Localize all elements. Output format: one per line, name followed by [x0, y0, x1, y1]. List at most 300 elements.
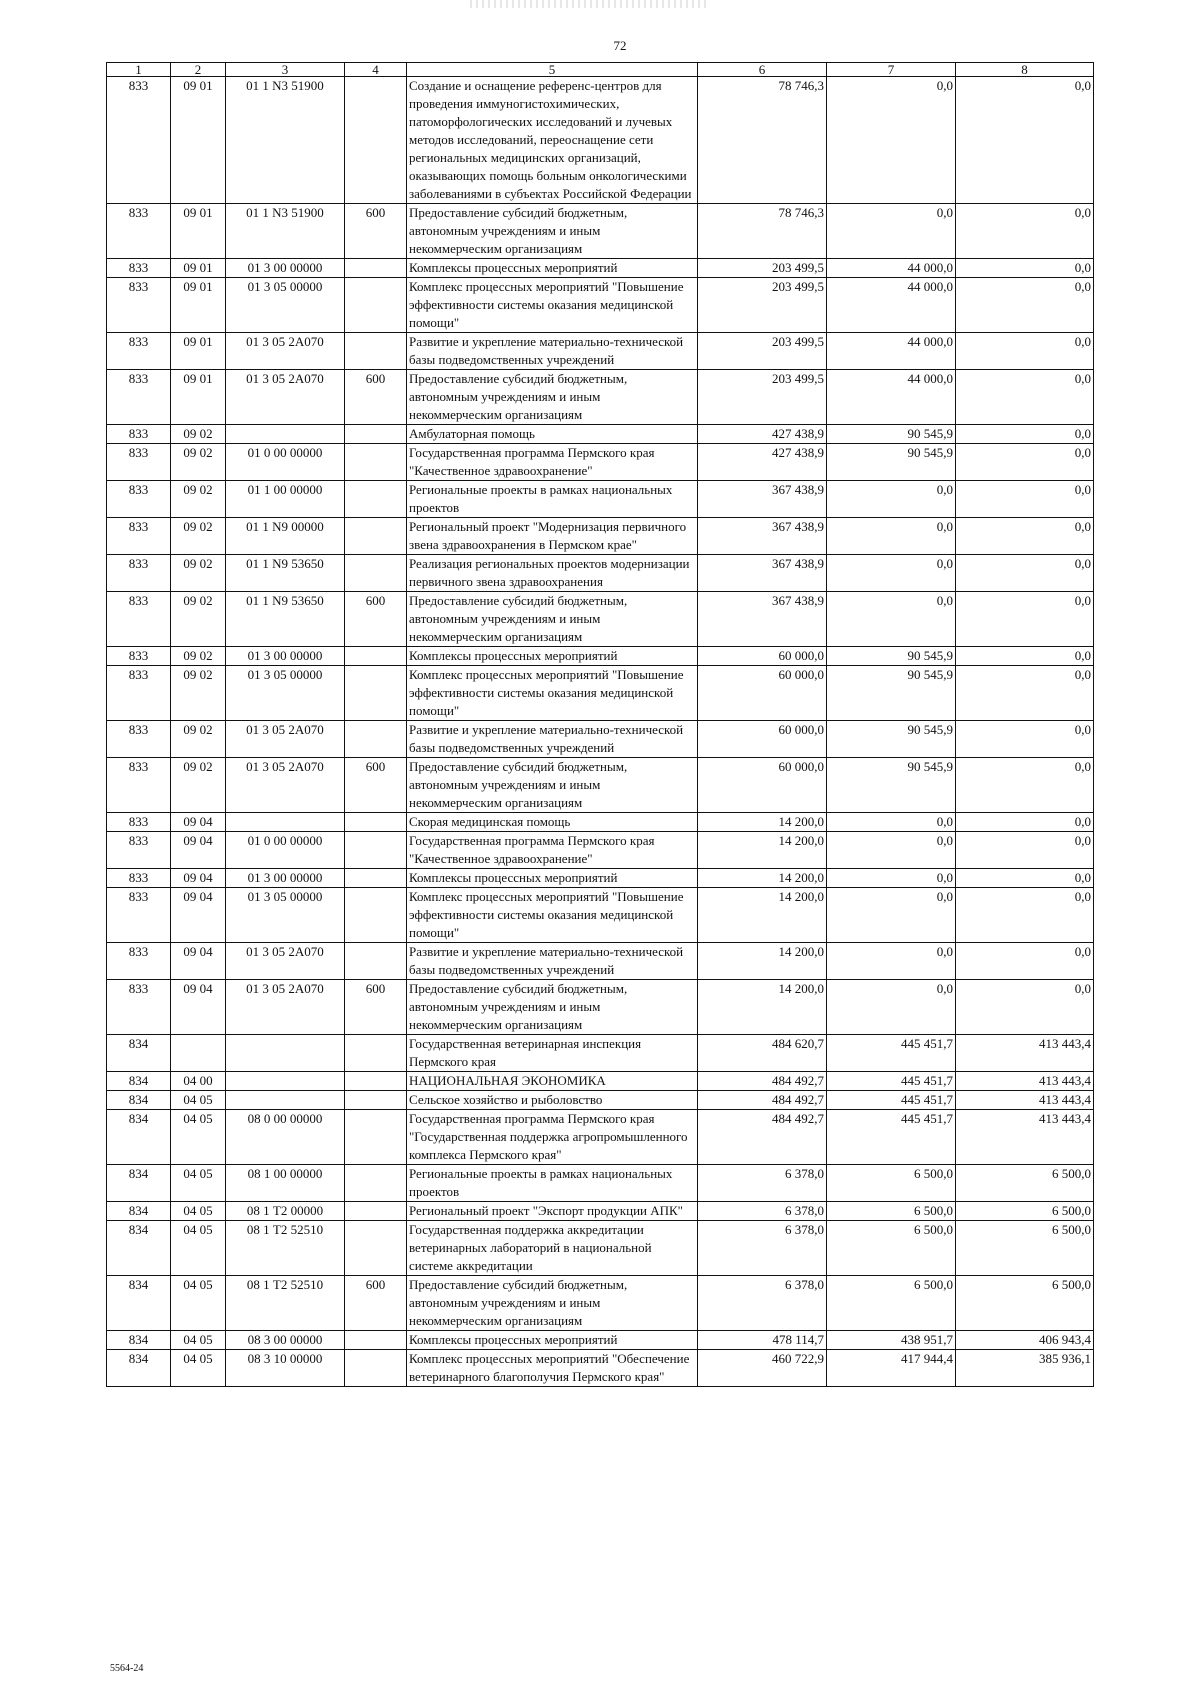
expense-type-cell	[345, 666, 407, 721]
target-code-cell: 01 3 05 00000	[226, 278, 345, 333]
item-name-cell: Региональные проекты в рамках национальных проектов	[407, 481, 698, 518]
amount-col-8-cell: 0,0	[956, 204, 1094, 259]
admin-code-cell: 833	[107, 518, 171, 555]
table-row	[107, 370, 1094, 425]
target-code-cell: 01 3 05 2А070	[226, 758, 345, 813]
table-row	[107, 518, 1094, 555]
admin-code-cell: 833	[107, 758, 171, 813]
section-code-cell: 09 02	[171, 518, 226, 555]
column-header-8: 8	[956, 63, 1094, 77]
amount-col-6-cell: 60 000,0	[698, 721, 827, 758]
admin-code-cell: 833	[107, 278, 171, 333]
section-code-cell: 04 05	[171, 1350, 226, 1387]
section-code-cell: 09 04	[171, 980, 226, 1035]
expense-type-cell	[345, 721, 407, 758]
amount-col-7-cell: 0,0	[827, 832, 956, 869]
amount-col-8-cell: 0,0	[956, 832, 1094, 869]
amount-col-7-cell: 44 000,0	[827, 370, 956, 425]
amount-col-6-cell: 484 620,7	[698, 1035, 827, 1072]
amount-col-7-cell: 90 545,9	[827, 444, 956, 481]
table-row	[107, 444, 1094, 481]
section-code-cell: 09 01	[171, 204, 226, 259]
expense-type-cell	[345, 425, 407, 444]
amount-col-6-cell: 60 000,0	[698, 666, 827, 721]
item-name-cell: НАЦИОНАЛЬНАЯ ЭКОНОМИКА	[407, 1072, 698, 1091]
section-code-cell: 04 00	[171, 1072, 226, 1091]
table-row	[107, 1350, 1094, 1387]
admin-code-cell: 833	[107, 832, 171, 869]
amount-col-7-cell: 445 451,7	[827, 1072, 956, 1091]
target-code-cell: 01 3 05 2А070	[226, 370, 345, 425]
item-name-cell: Государственная программа Пермского края "Государственная поддержка агропромышленного комплекса Пермского края"	[407, 1110, 698, 1165]
amount-col-7-cell: 445 451,7	[827, 1035, 956, 1072]
amount-col-7-cell: 445 451,7	[827, 1091, 956, 1110]
target-code-cell	[226, 813, 345, 832]
amount-col-8-cell: 0,0	[956, 278, 1094, 333]
amount-col-6-cell: 60 000,0	[698, 647, 827, 666]
admin-code-cell: 834	[107, 1072, 171, 1091]
table-row	[107, 888, 1094, 943]
item-name-cell: Комплекс процессных мероприятий "Повышение эффективности системы оказания медицинской помощи"	[407, 888, 698, 943]
amount-col-6-cell: 6 378,0	[698, 1202, 827, 1221]
expense-type-cell	[345, 518, 407, 555]
target-code-cell: 01 1 N9 53650	[226, 555, 345, 592]
target-code-cell: 01 3 05 2А070	[226, 721, 345, 758]
table-row	[107, 1221, 1094, 1276]
admin-code-cell: 834	[107, 1202, 171, 1221]
admin-code-cell: 833	[107, 869, 171, 888]
table-row	[107, 204, 1094, 259]
target-code-cell	[226, 1091, 345, 1110]
table-row	[107, 481, 1094, 518]
amount-col-8-cell: 0,0	[956, 259, 1094, 278]
target-code-cell: 01 3 00 00000	[226, 869, 345, 888]
expense-type-cell	[345, 333, 407, 370]
item-name-cell: Скорая медицинская помощь	[407, 813, 698, 832]
amount-col-7-cell: 0,0	[827, 813, 956, 832]
amount-col-8-cell: 0,0	[956, 555, 1094, 592]
item-name-cell: Развитие и укрепление материально-технической базы подведомственных учреждений	[407, 943, 698, 980]
amount-col-8-cell: 0,0	[956, 721, 1094, 758]
section-code-cell: 09 02	[171, 666, 226, 721]
table-row	[107, 1202, 1094, 1221]
table-row	[107, 77, 1094, 204]
amount-col-8-cell: 6 500,0	[956, 1276, 1094, 1331]
admin-code-cell: 833	[107, 980, 171, 1035]
amount-col-8-cell: 413 443,4	[956, 1072, 1094, 1091]
amount-col-6-cell: 484 492,7	[698, 1110, 827, 1165]
target-code-cell: 01 3 05 00000	[226, 666, 345, 721]
amount-col-6-cell: 6 378,0	[698, 1276, 827, 1331]
budget-table	[106, 62, 1094, 1387]
amount-col-8-cell: 406 943,4	[956, 1331, 1094, 1350]
table-row	[107, 832, 1094, 869]
amount-col-6-cell: 6 378,0	[698, 1221, 827, 1276]
expense-type-cell	[345, 1165, 407, 1202]
amount-col-8-cell: 385 936,1	[956, 1350, 1094, 1387]
expense-type-cell: 600	[345, 758, 407, 813]
admin-code-cell: 834	[107, 1110, 171, 1165]
expense-type-cell	[345, 1202, 407, 1221]
expense-type-cell	[345, 1091, 407, 1110]
admin-code-cell: 833	[107, 813, 171, 832]
column-header-6: 6	[698, 63, 827, 77]
target-code-cell: 01 1 N3 51900	[226, 77, 345, 204]
section-code-cell: 09 04	[171, 943, 226, 980]
amount-col-6-cell: 203 499,5	[698, 259, 827, 278]
amount-col-6-cell: 484 492,7	[698, 1091, 827, 1110]
document-code: 5564-24	[110, 1663, 144, 1674]
column-header-1: 1	[107, 63, 171, 77]
item-name-cell: Комплексы процессных мероприятий	[407, 1331, 698, 1350]
amount-col-8-cell: 0,0	[956, 370, 1094, 425]
amount-col-7-cell: 0,0	[827, 592, 956, 647]
table-row	[107, 1331, 1094, 1350]
amount-col-6-cell: 367 438,9	[698, 518, 827, 555]
amount-col-6-cell: 6 378,0	[698, 1165, 827, 1202]
amount-col-6-cell: 427 438,9	[698, 425, 827, 444]
item-name-cell: Предоставление субсидий бюджетным, автономным учреждениям и иным некоммерческим организациям	[407, 758, 698, 813]
amount-col-7-cell: 90 545,9	[827, 758, 956, 813]
section-code-cell: 09 02	[171, 721, 226, 758]
admin-code-cell: 834	[107, 1350, 171, 1387]
table-row	[107, 278, 1094, 333]
amount-col-8-cell: 6 500,0	[956, 1165, 1094, 1202]
amount-col-6-cell: 78 746,3	[698, 204, 827, 259]
item-name-cell: Предоставление субсидий бюджетным, автономным учреждениям и иным некоммерческим организациям	[407, 204, 698, 259]
table-row	[107, 425, 1094, 444]
admin-code-cell: 833	[107, 943, 171, 980]
amount-col-6-cell: 478 114,7	[698, 1331, 827, 1350]
item-name-cell: Региональный проект "Экспорт продукции АПК"	[407, 1202, 698, 1221]
expense-type-cell	[345, 259, 407, 278]
amount-col-6-cell: 203 499,5	[698, 333, 827, 370]
admin-code-cell: 834	[107, 1035, 171, 1072]
amount-col-8-cell: 0,0	[956, 758, 1094, 813]
amount-col-6-cell: 367 438,9	[698, 592, 827, 647]
amount-col-8-cell: 0,0	[956, 77, 1094, 204]
expense-type-cell	[345, 1221, 407, 1276]
amount-col-8-cell: 0,0	[956, 518, 1094, 555]
section-code-cell: 09 01	[171, 77, 226, 204]
expense-type-cell: 600	[345, 980, 407, 1035]
amount-col-7-cell: 44 000,0	[827, 259, 956, 278]
admin-code-cell: 833	[107, 555, 171, 592]
section-code-cell: 04 05	[171, 1276, 226, 1331]
table-row	[107, 721, 1094, 758]
amount-col-6-cell: 367 438,9	[698, 481, 827, 518]
target-code-cell	[226, 1035, 345, 1072]
amount-col-7-cell: 6 500,0	[827, 1202, 956, 1221]
amount-col-8-cell: 6 500,0	[956, 1202, 1094, 1221]
amount-col-7-cell: 6 500,0	[827, 1276, 956, 1331]
expense-type-cell: 600	[345, 1276, 407, 1331]
target-code-cell: 08 1 Т2 00000	[226, 1202, 345, 1221]
table-row	[107, 1091, 1094, 1110]
item-name-cell: Предоставление субсидий бюджетным, автономным учреждениям и иным некоммерческим организациям	[407, 370, 698, 425]
amount-col-6-cell: 14 200,0	[698, 832, 827, 869]
target-code-cell	[226, 1072, 345, 1091]
column-header-5: 5	[407, 63, 698, 77]
expense-type-cell	[345, 481, 407, 518]
expense-type-cell	[345, 278, 407, 333]
amount-col-8-cell: 0,0	[956, 888, 1094, 943]
amount-col-7-cell: 0,0	[827, 204, 956, 259]
amount-col-6-cell: 203 499,5	[698, 278, 827, 333]
admin-code-cell: 834	[107, 1331, 171, 1350]
amount-col-6-cell: 14 200,0	[698, 813, 827, 832]
amount-col-8-cell: 413 443,4	[956, 1091, 1094, 1110]
admin-code-cell: 833	[107, 77, 171, 204]
target-code-cell: 01 1 N3 51900	[226, 204, 345, 259]
amount-col-6-cell: 427 438,9	[698, 444, 827, 481]
section-code-cell: 09 02	[171, 647, 226, 666]
expense-type-cell	[345, 1110, 407, 1165]
table-row	[107, 943, 1094, 980]
expense-type-cell	[345, 1072, 407, 1091]
expense-type-cell: 600	[345, 204, 407, 259]
table-row	[107, 1165, 1094, 1202]
item-name-cell: Предоставление субсидий бюджетным, автономным учреждениям и иным некоммерческим организациям	[407, 592, 698, 647]
section-code-cell: 09 01	[171, 278, 226, 333]
amount-col-6-cell: 60 000,0	[698, 758, 827, 813]
target-code-cell: 01 3 05 2А070	[226, 333, 345, 370]
amount-col-7-cell: 44 000,0	[827, 333, 956, 370]
amount-col-8-cell: 6 500,0	[956, 1221, 1094, 1276]
admin-code-cell: 834	[107, 1276, 171, 1331]
target-code-cell: 01 1 N9 00000	[226, 518, 345, 555]
target-code-cell: 01 3 05 2А070	[226, 980, 345, 1035]
scan-artifact	[470, 0, 710, 8]
expense-type-cell	[345, 813, 407, 832]
amount-col-8-cell: 0,0	[956, 647, 1094, 666]
target-code-cell: 08 0 00 00000	[226, 1110, 345, 1165]
section-code-cell: 04 05	[171, 1091, 226, 1110]
item-name-cell: Развитие и укрепление материально-технической базы подведомственных учреждений	[407, 333, 698, 370]
item-name-cell: Реализация региональных проектов модернизации первичного звена здравоохранения	[407, 555, 698, 592]
target-code-cell: 08 1 Т2 52510	[226, 1221, 345, 1276]
expense-type-cell	[345, 869, 407, 888]
item-name-cell: Комплексы процессных мероприятий	[407, 647, 698, 666]
amount-col-8-cell: 0,0	[956, 980, 1094, 1035]
table-row	[107, 647, 1094, 666]
amount-col-8-cell: 413 443,4	[956, 1035, 1094, 1072]
expense-type-cell: 600	[345, 370, 407, 425]
admin-code-cell: 833	[107, 333, 171, 370]
section-code-cell: 09 04	[171, 832, 226, 869]
item-name-cell: Сельское хозяйство и рыболовство	[407, 1091, 698, 1110]
amount-col-8-cell: 0,0	[956, 943, 1094, 980]
amount-col-6-cell: 203 499,5	[698, 370, 827, 425]
amount-col-8-cell: 0,0	[956, 481, 1094, 518]
expense-type-cell	[345, 77, 407, 204]
section-code-cell: 04 05	[171, 1110, 226, 1165]
item-name-cell: Региональные проекты в рамках национальных проектов	[407, 1165, 698, 1202]
section-code-cell: 09 04	[171, 869, 226, 888]
admin-code-cell: 833	[107, 370, 171, 425]
amount-col-7-cell: 90 545,9	[827, 647, 956, 666]
section-code-cell: 04 05	[171, 1221, 226, 1276]
amount-col-8-cell: 0,0	[956, 666, 1094, 721]
target-code-cell: 01 3 05 2А070	[226, 943, 345, 980]
column-header-4: 4	[345, 63, 407, 77]
amount-col-7-cell: 0,0	[827, 980, 956, 1035]
amount-col-7-cell: 417 944,4	[827, 1350, 956, 1387]
amount-col-8-cell: 0,0	[956, 425, 1094, 444]
admin-code-cell: 834	[107, 1091, 171, 1110]
item-name-cell: Государственная программа Пермского края "Качественное здравоохранение"	[407, 832, 698, 869]
admin-code-cell: 834	[107, 1165, 171, 1202]
table-row	[107, 592, 1094, 647]
amount-col-7-cell: 445 451,7	[827, 1110, 956, 1165]
admin-code-cell: 833	[107, 444, 171, 481]
item-name-cell: Предоставление субсидий бюджетным, автономным учреждениям и иным некоммерческим организациям	[407, 980, 698, 1035]
amount-col-8-cell: 0,0	[956, 333, 1094, 370]
section-code-cell: 04 05	[171, 1165, 226, 1202]
table-row	[107, 1110, 1094, 1165]
section-code-cell: 09 02	[171, 758, 226, 813]
expense-type-cell	[345, 888, 407, 943]
admin-code-cell: 834	[107, 1221, 171, 1276]
expense-type-cell	[345, 1350, 407, 1387]
target-code-cell: 01 3 00 00000	[226, 647, 345, 666]
section-code-cell: 09 02	[171, 425, 226, 444]
table-row	[107, 333, 1094, 370]
amount-col-7-cell: 0,0	[827, 888, 956, 943]
amount-col-7-cell: 44 000,0	[827, 278, 956, 333]
target-code-cell: 08 1 00 00000	[226, 1165, 345, 1202]
amount-col-8-cell: 0,0	[956, 869, 1094, 888]
item-name-cell: Государственная поддержка аккредитации ветеринарных лабораторий в национальной системе аккредитации	[407, 1221, 698, 1276]
amount-col-7-cell: 90 545,9	[827, 721, 956, 758]
amount-col-8-cell: 0,0	[956, 444, 1094, 481]
section-code-cell: 09 02	[171, 481, 226, 518]
amount-col-7-cell: 0,0	[827, 518, 956, 555]
section-code-cell: 09 04	[171, 813, 226, 832]
section-code-cell	[171, 1035, 226, 1072]
expense-type-cell	[345, 1331, 407, 1350]
item-name-cell: Развитие и укрепление материально-технической базы подведомственных учреждений	[407, 721, 698, 758]
table-row	[107, 813, 1094, 832]
table-row	[107, 555, 1094, 592]
target-code-cell: 01 1 N9 53650	[226, 592, 345, 647]
target-code-cell	[226, 425, 345, 444]
page-number: 72	[613, 38, 627, 53]
item-name-cell: Предоставление субсидий бюджетным, автономным учреждениям и иным некоммерческим организациям	[407, 1276, 698, 1331]
admin-code-cell: 833	[107, 481, 171, 518]
table-row	[107, 1072, 1094, 1091]
section-code-cell: 04 05	[171, 1331, 226, 1350]
table-row	[107, 1276, 1094, 1331]
section-code-cell: 09 01	[171, 259, 226, 278]
admin-code-cell: 833	[107, 259, 171, 278]
item-name-cell: Амбулаторная помощь	[407, 425, 698, 444]
expense-type-cell	[345, 832, 407, 869]
item-name-cell: Комплекс процессных мероприятий "Обеспечение ветеринарного благополучия Пермского края"	[407, 1350, 698, 1387]
item-name-cell: Комплексы процессных мероприятий	[407, 869, 698, 888]
admin-code-cell: 833	[107, 888, 171, 943]
item-name-cell: Создание и оснащение референс-центров для проведения иммуногистохимических, патоморфологических исследований и лучевых методов исследований, переоснащение сети региональных медицинских организаций, оказывающих помощь больным онкологическими заболеваниями в субъектах Российской Федерации	[407, 77, 698, 204]
admin-code-cell: 833	[107, 721, 171, 758]
item-name-cell: Государственная ветеринарная инспекция Пермского края	[407, 1035, 698, 1072]
admin-code-cell: 833	[107, 425, 171, 444]
item-name-cell: Комплекс процессных мероприятий "Повышение эффективности системы оказания медицинской помощи"	[407, 666, 698, 721]
table-body	[107, 77, 1094, 1387]
amount-col-7-cell: 0,0	[827, 943, 956, 980]
amount-col-7-cell: 90 545,9	[827, 425, 956, 444]
admin-code-cell: 833	[107, 592, 171, 647]
amount-col-7-cell: 0,0	[827, 555, 956, 592]
column-header-3: 3	[226, 63, 345, 77]
section-code-cell: 09 04	[171, 888, 226, 943]
table-header-row	[107, 63, 1094, 77]
target-code-cell: 01 1 00 00000	[226, 481, 345, 518]
section-code-cell: 09 02	[171, 555, 226, 592]
section-code-cell: 04 05	[171, 1202, 226, 1221]
column-header-7: 7	[827, 63, 956, 77]
target-code-cell: 08 1 Т2 52510	[226, 1276, 345, 1331]
amount-col-6-cell: 14 200,0	[698, 943, 827, 980]
table-row	[107, 1035, 1094, 1072]
amount-col-6-cell: 484 492,7	[698, 1072, 827, 1091]
target-code-cell: 08 3 00 00000	[226, 1331, 345, 1350]
expense-type-cell	[345, 444, 407, 481]
amount-col-7-cell: 0,0	[827, 77, 956, 204]
amount-col-8-cell: 413 443,4	[956, 1110, 1094, 1165]
admin-code-cell: 833	[107, 647, 171, 666]
section-code-cell: 09 01	[171, 333, 226, 370]
amount-col-7-cell: 0,0	[827, 481, 956, 518]
column-header-2: 2	[171, 63, 226, 77]
section-code-cell: 09 01	[171, 370, 226, 425]
expense-type-cell	[345, 943, 407, 980]
table-row	[107, 666, 1094, 721]
admin-code-cell: 833	[107, 204, 171, 259]
amount-col-6-cell: 14 200,0	[698, 869, 827, 888]
target-code-cell: 01 0 00 00000	[226, 444, 345, 481]
amount-col-6-cell: 14 200,0	[698, 888, 827, 943]
amount-col-7-cell: 438 951,7	[827, 1331, 956, 1350]
table-row	[107, 980, 1094, 1035]
amount-col-7-cell: 0,0	[827, 869, 956, 888]
table-row	[107, 758, 1094, 813]
item-name-cell: Государственная программа Пермского края "Качественное здравоохранение"	[407, 444, 698, 481]
table-row	[107, 259, 1094, 278]
section-code-cell: 09 02	[171, 592, 226, 647]
expense-type-cell	[345, 555, 407, 592]
admin-code-cell: 833	[107, 666, 171, 721]
amount-col-7-cell: 90 545,9	[827, 666, 956, 721]
amount-col-8-cell: 0,0	[956, 592, 1094, 647]
section-code-cell: 09 02	[171, 444, 226, 481]
amount-col-6-cell: 460 722,9	[698, 1350, 827, 1387]
target-code-cell: 01 3 00 00000	[226, 259, 345, 278]
expense-type-cell: 600	[345, 592, 407, 647]
amount-col-6-cell: 78 746,3	[698, 77, 827, 204]
item-name-cell: Комплекс процессных мероприятий "Повышение эффективности системы оказания медицинской помощи"	[407, 278, 698, 333]
amount-col-7-cell: 6 500,0	[827, 1221, 956, 1276]
item-name-cell: Региональный проект "Модернизация первичного звена здравоохранения в Пермском крае"	[407, 518, 698, 555]
target-code-cell: 08 3 10 00000	[226, 1350, 345, 1387]
target-code-cell: 01 0 00 00000	[226, 832, 345, 869]
amount-col-6-cell: 367 438,9	[698, 555, 827, 592]
expense-type-cell	[345, 647, 407, 666]
amount-col-8-cell: 0,0	[956, 813, 1094, 832]
target-code-cell: 01 3 05 00000	[226, 888, 345, 943]
item-name-cell: Комплексы процессных мероприятий	[407, 259, 698, 278]
amount-col-6-cell: 14 200,0	[698, 980, 827, 1035]
amount-col-7-cell: 6 500,0	[827, 1165, 956, 1202]
